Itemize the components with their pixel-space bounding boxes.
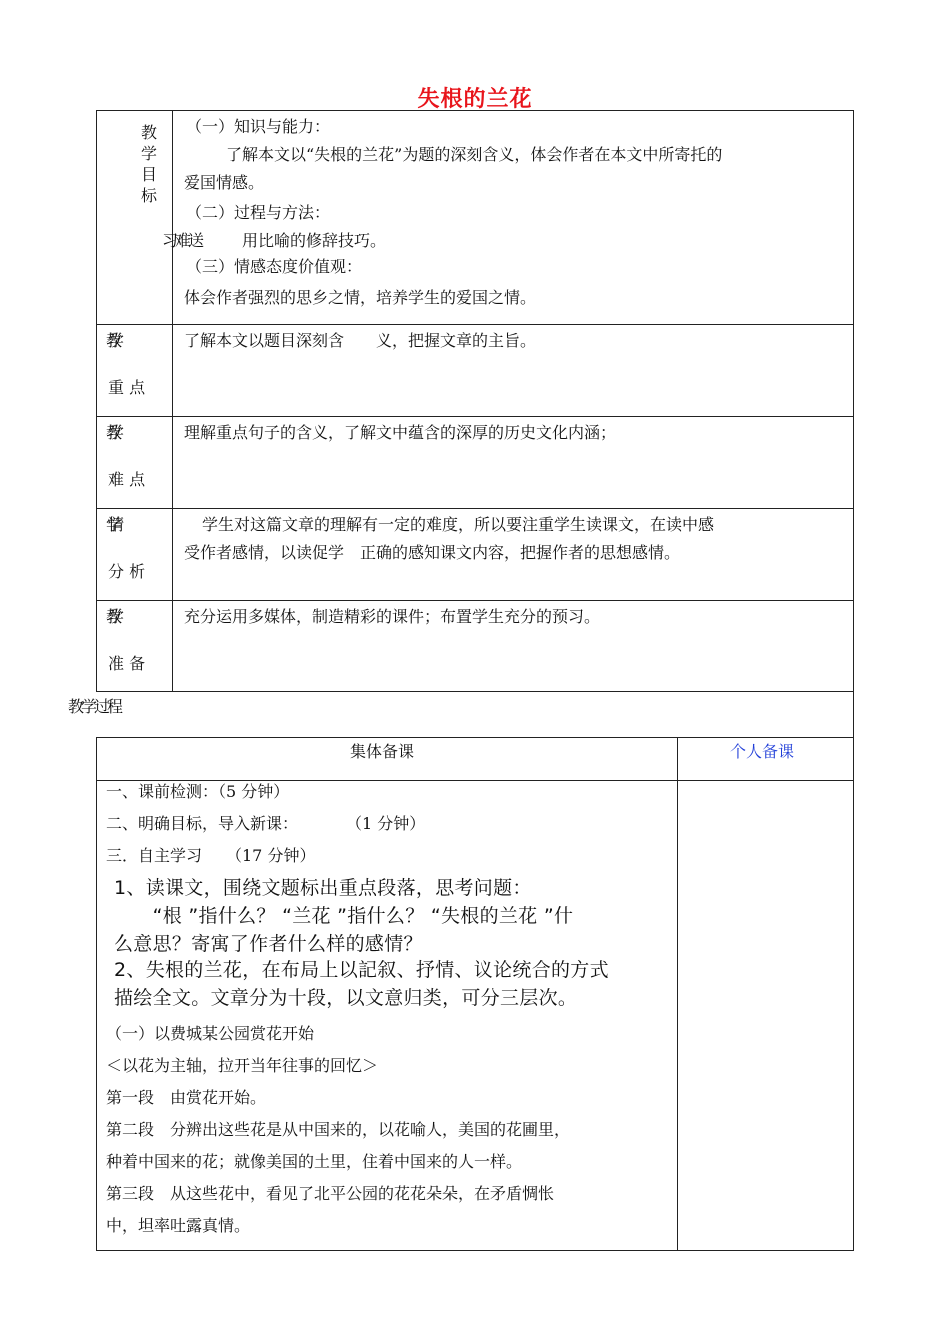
difficulty-label-bottom: 难 点 bbox=[108, 470, 146, 489]
objectives-label: 教学目标 bbox=[140, 123, 157, 205]
preparation-label-bottom: 准 备 bbox=[108, 654, 146, 673]
handwritten-line: “根 ”指什么？ “兰花 ”指什么？ “失根的兰花 ”什 bbox=[114, 905, 574, 927]
analysis-text: 受作者感情，以读促学 正确的感知课文内容，把握作者的思想感情。 bbox=[184, 543, 681, 562]
preparation-text: 充分运用多媒体，制造精彩的课件；布置学生充分的预习。 bbox=[184, 607, 601, 626]
row-divider bbox=[96, 416, 854, 417]
analysis-label-bottom: 分 析 bbox=[108, 562, 146, 581]
header-divider bbox=[96, 780, 854, 781]
label-column-divider bbox=[172, 110, 173, 692]
section-line: （一）以费城某公园赏花开始 bbox=[106, 1024, 315, 1043]
objective-line: 爱国情感。 bbox=[184, 173, 265, 192]
lesson-info-table bbox=[96, 110, 854, 692]
objective-line: 体会作者强烈的思乡之情，培养学生的爱国之情。 bbox=[184, 288, 537, 307]
section-line: 第一段 由赏花开始。 bbox=[106, 1088, 267, 1107]
key-points-text: 了解本文以题目深刻含 义，把握文章的主旨。 bbox=[184, 331, 537, 350]
key-points-label-top: 教学 bbox=[106, 331, 111, 350]
row-divider bbox=[96, 508, 854, 509]
section-line: 第三段 从这些花中，看见了北平公园的花花朵朵，在矛盾惆怅 bbox=[106, 1184, 555, 1203]
process-label: 教学过程 bbox=[68, 697, 121, 716]
step-line: 一、课前检测：（5 分钟） bbox=[106, 782, 290, 801]
handwritten-line: 么意思？寄寓了作者什么样的感情？ bbox=[114, 933, 423, 955]
objective-line: （一）知识与能力： bbox=[186, 117, 331, 136]
handwritten-line: 描绘全文。文章分为十段，以文意归类，可分三层次。 bbox=[114, 987, 578, 1009]
analysis-text: 学生对这篇文章的理解有一定的难度，所以要注重学生读课文，在读中感 bbox=[202, 515, 715, 534]
row-divider bbox=[96, 324, 854, 325]
objective-line: （三）情感态度价值观： bbox=[186, 257, 363, 276]
section-line: 中，坦率吐露真情。 bbox=[106, 1216, 251, 1235]
personal-column-divider bbox=[677, 737, 678, 1251]
handwritten-line: 1、读课文，围绕文题标出重点段落，思考问题： bbox=[114, 877, 532, 899]
step-line: 二、明确目标，导入新课： （1 分钟） bbox=[106, 814, 426, 833]
section-line: ＜以花为主轴，拉开当年往事的回忆＞ bbox=[106, 1056, 379, 1075]
row-divider bbox=[96, 600, 854, 601]
difficulty-label-top: 教学 bbox=[106, 423, 111, 442]
preparation-label-top: 教学 bbox=[106, 607, 111, 626]
collective-header: 集体备课 bbox=[350, 742, 415, 761]
section-line: 种着中国来的花；就像美国的土里，住着中国来的人一样。 bbox=[106, 1152, 523, 1171]
step-line: 三．自主学习 （17 分钟） bbox=[106, 846, 316, 865]
difficulty-text: 理解重点句子的含义，了解文中蕴含的深厚的历史文化内涵； bbox=[184, 423, 617, 442]
handwritten-line: 2、失根的兰花，在布局上以記叙、抒情、议论统合的方式 bbox=[114, 959, 609, 981]
process-band-right-border bbox=[853, 692, 854, 737]
objectives-side-mark: 习难送 bbox=[162, 231, 202, 250]
objective-line: （二）过程与方法： bbox=[186, 203, 331, 222]
analysis-label-top: 学情 bbox=[106, 515, 111, 534]
objective-line: 用比喻的修辞技巧。 bbox=[242, 231, 387, 250]
section-line: 第二段 分辨出这些花是从中国来的，以花喻人，美国的花圃里， bbox=[106, 1120, 571, 1139]
document-title: 失根的兰花 bbox=[417, 87, 533, 112]
key-points-label-bottom: 重 点 bbox=[108, 378, 146, 397]
objective-line: 了解本文以“失根的兰花”为题的深刻含义，体会作者在本文中所寄托的 bbox=[226, 145, 723, 164]
personal-header: 个人备课 bbox=[730, 742, 795, 761]
